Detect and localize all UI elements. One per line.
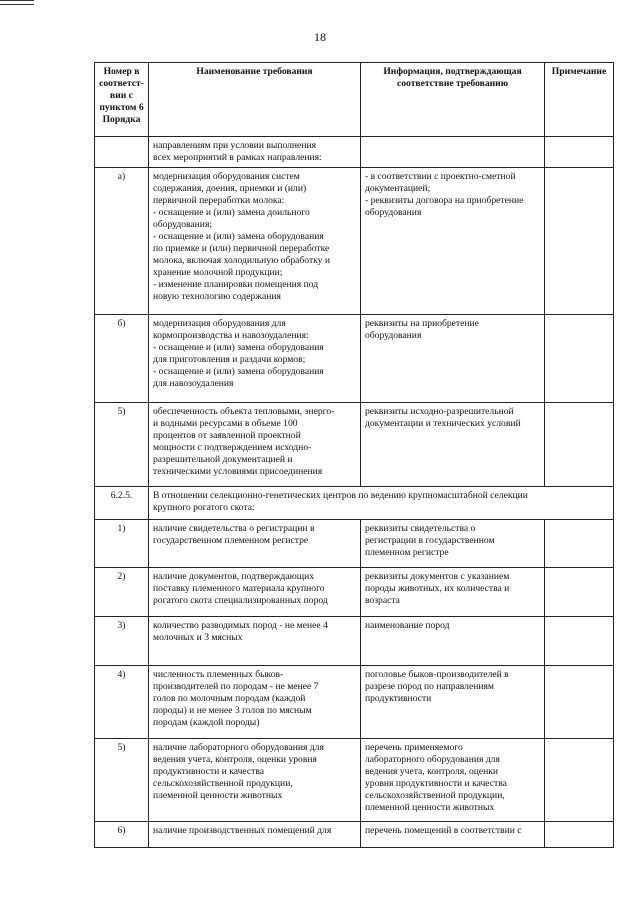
- text-line: Наименование требования: [196, 66, 313, 77]
- text-line: вии с: [110, 90, 133, 101]
- table-row: [95, 487, 614, 520]
- note-cell: [545, 568, 614, 617]
- text-line: реквизиты на приобретение: [365, 318, 479, 329]
- text-line: - оснащение и (или) замена оборудования: [153, 366, 324, 377]
- information-cell: [361, 617, 545, 666]
- corner-mark: [0, 0, 34, 5]
- text-line: оборудования: [365, 330, 422, 341]
- section-number: 6.2.5.: [95, 487, 149, 520]
- text-line: перечень применяемого: [365, 742, 463, 753]
- text-line: лабораторного оборудования для: [365, 754, 500, 765]
- note-cell: [545, 168, 614, 315]
- text-line: поголовье быков-производителей в: [365, 669, 509, 680]
- item-number: а): [95, 168, 149, 315]
- item-number: 4): [95, 666, 149, 739]
- text-line: молочных и 3 мясных: [153, 632, 243, 643]
- table-header-row: [95, 63, 614, 137]
- table-body: [95, 137, 614, 848]
- text-line: процентов от заявленной проектной: [153, 430, 301, 441]
- text-line: кормопроизводства и навозоудаления:: [153, 330, 309, 341]
- text-line: - изменение планировки помещения под: [153, 279, 319, 290]
- text-line: - оснащение и (или) замена доильного: [153, 207, 310, 218]
- item-number: б): [95, 315, 149, 403]
- text-line: - оснащение и (или) замена оборудования: [153, 342, 324, 353]
- table-row: [95, 822, 614, 848]
- table-row: [95, 315, 614, 403]
- text-line: Номер в: [103, 66, 140, 77]
- text-line: продуктивности и качества: [153, 766, 265, 777]
- text-line: уровня продуктивности и качества: [365, 778, 507, 789]
- item-number: [95, 137, 149, 168]
- table-row: [95, 168, 614, 315]
- header-requirement: [149, 63, 361, 137]
- text-line: производителей по породам - не менее 7: [153, 681, 319, 692]
- text-line: модернизация оборудования для: [153, 318, 286, 329]
- text-line: документации и технических условий: [365, 418, 521, 429]
- table-row: [95, 568, 614, 617]
- item-number: 6): [95, 822, 149, 848]
- text-line: наименование пород: [365, 620, 450, 631]
- item-number: 2): [95, 568, 149, 617]
- requirement-cell: [149, 617, 361, 666]
- text-line: племенной ценности животных: [153, 790, 283, 801]
- text-line: породам (каждой породы): [153, 717, 260, 728]
- table-row: [95, 739, 614, 822]
- text-line: перечень помещений в соответствии с: [365, 825, 522, 836]
- text-line: - оснащение и (или) замена оборудования: [153, 231, 324, 242]
- text-line: оборудования;: [153, 219, 213, 230]
- text-line: всех мероприятий в рамках направления:: [153, 152, 322, 163]
- table-row: [95, 520, 614, 568]
- text-line: В отношении селекционно-генетических центров по ведению крупномасштабной селекции: [153, 490, 528, 501]
- text-line: направлениям при условии выполнения: [153, 140, 316, 151]
- text-line: новую технологию содержания: [153, 291, 281, 302]
- text-line: сельскохозяйственной продукции,: [153, 778, 293, 789]
- text-line: ведения учета, контроля, оценки уровня: [153, 754, 317, 765]
- note-cell: [545, 666, 614, 739]
- text-line: - реквизиты договора на приобретение: [365, 195, 524, 206]
- requirement-cell: [149, 168, 361, 315]
- text-line: оборудования: [365, 207, 422, 218]
- text-line: молока, включая холодильную обработку и: [153, 255, 330, 266]
- text-line: обеспеченность объекта тепловыми, энерго-: [153, 406, 335, 417]
- text-line: численность племенных быков-: [153, 669, 284, 680]
- information-cell: [361, 739, 545, 822]
- text-line: пунктом 6: [99, 102, 144, 113]
- information-cell: [361, 822, 545, 848]
- requirement-cell: [149, 403, 361, 487]
- note-cell: [545, 137, 614, 168]
- note-cell: [545, 739, 614, 822]
- requirements-table: [94, 62, 614, 848]
- item-number: 5): [95, 403, 149, 487]
- text-line: ведения учета, контроля, оценки: [365, 766, 499, 777]
- text-line: техническими условиями присоединения: [153, 466, 323, 477]
- header-note: [545, 63, 614, 137]
- table-row: [95, 617, 614, 666]
- text-line: голов по молочным породам (каждой: [153, 693, 306, 704]
- text-line: рогатого скота специализированных пород: [153, 595, 328, 606]
- table-row: [95, 403, 614, 487]
- requirement-cell: [149, 739, 361, 822]
- information-cell: [361, 403, 545, 487]
- text-line: модернизация оборудования систем: [153, 171, 300, 182]
- information-cell: [361, 315, 545, 403]
- item-number: 3): [95, 617, 149, 666]
- text-line: наличие документов, подтверждающих: [153, 571, 315, 582]
- text-line: регистрации в государственном: [365, 535, 495, 546]
- header-number: [95, 63, 149, 137]
- text-line: породы) и не менее 3 голов по мясным: [153, 705, 312, 716]
- text-line: для приготовления и раздачи кормов;: [153, 354, 306, 365]
- text-line: соответст-: [99, 78, 144, 89]
- requirement-cell: [149, 137, 361, 168]
- section-heading: [149, 487, 614, 520]
- information-cell: [361, 520, 545, 568]
- note-cell: [545, 520, 614, 568]
- text-line: для навозоудаления: [153, 378, 234, 389]
- text-line: - в соответствии с проектно-сметной: [365, 171, 516, 182]
- header-information: [361, 63, 545, 137]
- text-line: документацией;: [365, 183, 431, 194]
- text-line: племенной ценности животных: [365, 802, 495, 813]
- text-line: Примечание: [551, 66, 607, 77]
- requirement-cell: [149, 568, 361, 617]
- information-cell: [361, 666, 545, 739]
- note-cell: [545, 315, 614, 403]
- page-number: 18: [314, 30, 326, 44]
- text-line: количество разводимых пород - не менее 4: [153, 620, 328, 631]
- text-line: государственном племенном регистре: [153, 535, 309, 546]
- text-line: крупного рогатого скота:: [153, 502, 255, 513]
- information-cell: [361, 168, 545, 315]
- text-line: разрезе пород по направлениям: [365, 681, 494, 692]
- text-line: наличие свидетельства о регистрации в: [153, 523, 315, 534]
- note-cell: [545, 822, 614, 848]
- text-line: и водными ресурсами в объеме 100: [153, 418, 298, 429]
- text-line: мощности с подтверждением исходно-: [153, 442, 312, 453]
- text-line: поставку племенного материала крупного: [153, 583, 325, 594]
- information-cell: [361, 568, 545, 617]
- text-line: реквизиты документов с указанием: [365, 571, 510, 582]
- text-line: хранение молочной продукции;: [153, 267, 283, 278]
- information-cell: [361, 137, 545, 168]
- text-line: возраста: [365, 595, 400, 606]
- item-number: 5): [95, 739, 149, 822]
- text-line: породы животных, их количества и: [365, 583, 510, 594]
- text-line: Порядка: [102, 114, 141, 125]
- requirement-cell: [149, 666, 361, 739]
- text-line: племенном регистре: [365, 547, 449, 558]
- text-line: соответствие требованию: [396, 78, 509, 89]
- text-line: сельскохозяйственной продукции,: [365, 790, 505, 801]
- text-line: наличие производственных помещений для: [153, 825, 332, 836]
- text-line: содержания, доения, приемки и (или): [153, 183, 307, 194]
- text-line: продуктивности: [365, 693, 432, 704]
- table-row: [95, 137, 614, 168]
- requirement-cell: [149, 520, 361, 568]
- note-cell: [545, 403, 614, 487]
- requirement-cell: [149, 315, 361, 403]
- text-line: наличие лабораторного оборудования для: [153, 742, 324, 753]
- item-number: 1): [95, 520, 149, 568]
- text-line: реквизиты исходно-разрешительной: [365, 406, 514, 417]
- text-line: Информация, подтверждающая: [383, 66, 522, 77]
- requirement-cell: [149, 822, 361, 848]
- text-line: по приемке и (или) первичной переработке: [153, 243, 330, 254]
- text-line: разрешительной документацией и: [153, 454, 293, 465]
- table-row: [95, 666, 614, 739]
- text-line: реквизиты свидетельства о: [365, 523, 476, 534]
- note-cell: [545, 617, 614, 666]
- text-line: первичной переработки молока:: [153, 195, 285, 206]
